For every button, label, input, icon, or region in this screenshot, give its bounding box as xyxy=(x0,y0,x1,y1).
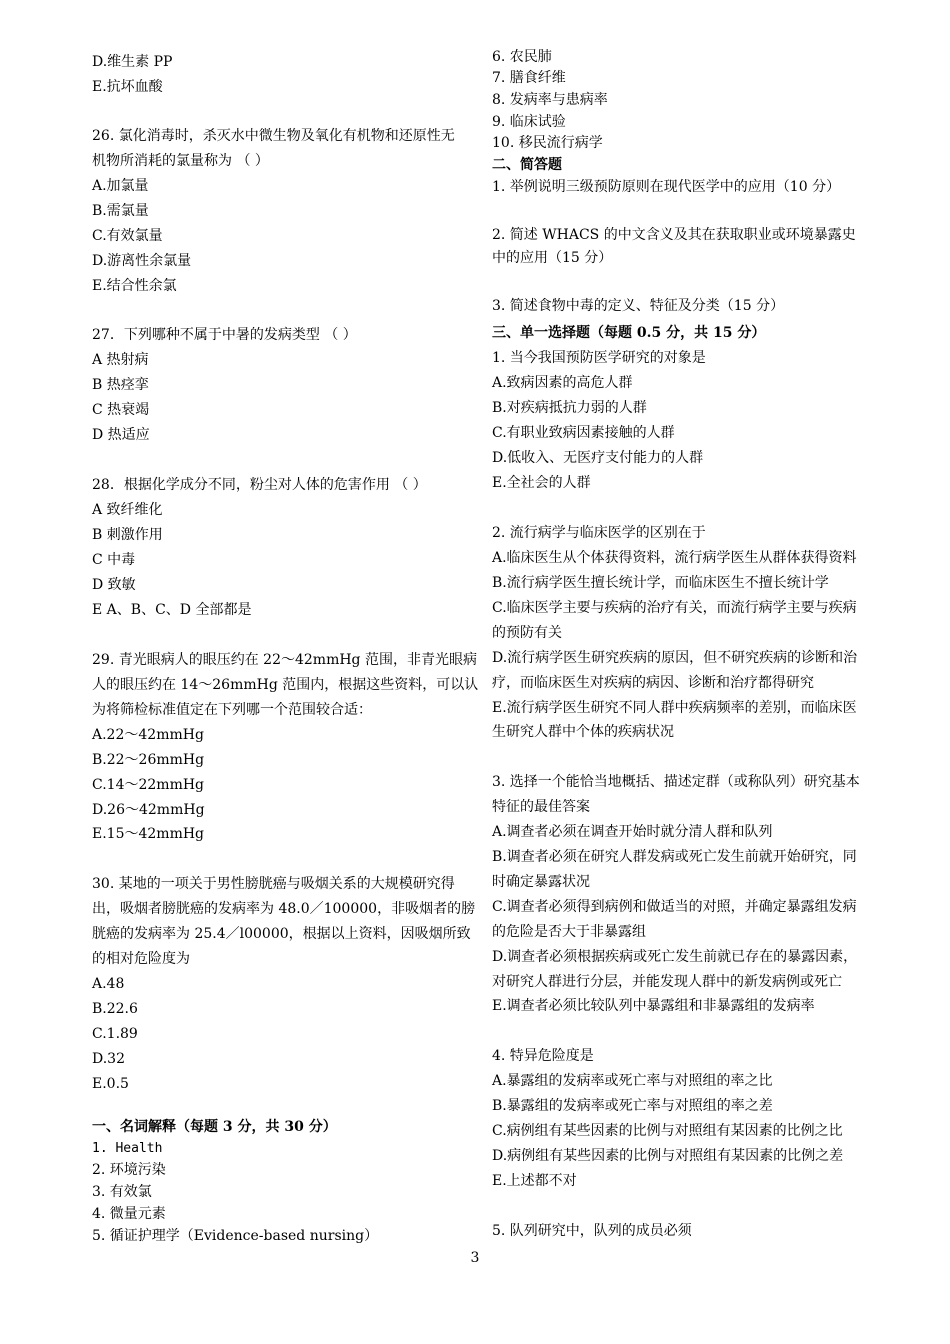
option-line-cont: 对研究人群进行分层，并能发现人群中的新发病例或死亡 xyxy=(492,974,842,990)
option-line: A.暴露组的发病率或死亡率与对照组的率之比 xyxy=(492,1073,773,1089)
option-line: C.14～22mmHg xyxy=(92,777,205,793)
option-line: C.病例组有某些因素的比例与对照组有某因素的比例之比 xyxy=(492,1123,843,1139)
option-line-cont: 疗，而临床医生对疾病的病因、诊断和治疗都得研究 xyxy=(492,675,814,691)
question-2: 2. 流行病学与临床医学的区别在于 xyxy=(492,525,706,541)
option-line: D.调查者必须根据疾病或死亡发生前就已存在的暴露因素， xyxy=(492,949,858,965)
option-line: E.0.5 xyxy=(92,1076,129,1092)
term-item: 6. 农民肺 xyxy=(492,49,552,65)
option-line: B.22.6 xyxy=(92,1001,138,1017)
question-26: 26. 氯化消毒时，杀灭水中微生物及氧化有机物和还原性无 xyxy=(92,128,455,144)
option-line: D.32 xyxy=(92,1051,125,1067)
option-line-cont: 生研究人群中个体的疾病状况 xyxy=(492,724,674,740)
question-30: 30. 某地的一项关于男性膀胱癌与吸烟关系的大规模研究得 xyxy=(92,876,455,892)
term-item: 5. 循证护理学（Evidence-based nursing） xyxy=(92,1228,379,1244)
short-answer-question: 3. 简述食物中毒的定义、特征及分类（15 分） xyxy=(492,298,785,314)
term-item: 3. 有效氯 xyxy=(92,1184,152,1200)
option-line: B.调查者必须在研究人群发病或死亡发生前就开始研究，同 xyxy=(492,849,857,865)
short-answer-question-cont: 中的应用（15 分） xyxy=(492,250,613,266)
term-item: 10. 移民流行病学 xyxy=(492,135,603,151)
question-30-cont: 出，吸烟者膀胱癌的发病率为 48.0／100000，非吸烟者的膀 xyxy=(92,901,476,917)
option-line: A.调查者必须在调查开始时就分清人群和队列 xyxy=(492,824,773,840)
option-line-cont: 时确定暴露状况 xyxy=(492,874,590,890)
option-line-cont: 的预防有关 xyxy=(492,625,562,641)
option-line: D.维生素 PP xyxy=(92,54,173,70)
option-line: C.临床医学主要与疾病的治疗有关，而流行病学主要与疾病 xyxy=(492,600,857,616)
option-line: D.游离性余氯量 xyxy=(92,253,192,269)
question-29-cont: 为将筛检标准值定在下列哪一个范围较合适： xyxy=(92,702,372,718)
option-line: C.1.89 xyxy=(92,1026,138,1042)
question-3-cont: 特征的最佳答案 xyxy=(492,799,590,815)
option-line: B.流行病学医生擅长统计学，而临床医生不擅长统计学 xyxy=(492,575,829,591)
term-item: 9. 临床试验 xyxy=(492,114,566,130)
option-line: D.26～42mmHg xyxy=(92,802,205,818)
option-line: A.临床医生从个体获得资料，流行病学医生从群体获得资料 xyxy=(492,550,857,566)
option-line: A 致纤维化 xyxy=(92,502,163,518)
question-4: 4. 特异危险度是 xyxy=(492,1048,594,1064)
option-line: E.上述都不对 xyxy=(492,1173,577,1189)
option-line: D 致敏 xyxy=(92,577,136,593)
option-line: B.22～26mmHg xyxy=(92,752,205,768)
option-line: E.流行病学医生研究不同人群中疾病频率的差别，而临床医 xyxy=(492,700,857,716)
term-item: 4. 微量元素 xyxy=(92,1206,166,1222)
option-line: C.有职业致病因素接触的人群 xyxy=(492,425,675,441)
section-heading-single-choice: 三、单一选择题（每题 0.5 分，共 15 分） xyxy=(492,325,766,341)
option-line: C 中毒 xyxy=(92,552,136,568)
option-line: A.致病因素的高危人群 xyxy=(492,375,633,391)
section-heading-short-answer: 二、简答题 xyxy=(492,157,562,173)
option-line: B.需氯量 xyxy=(92,203,149,219)
option-line: B.对疾病抵抗力弱的人群 xyxy=(492,400,647,416)
short-answer-question: 2. 简述 WHACS 的中文含义及其在获取职业或环境暴露史 xyxy=(492,227,856,243)
option-line: A.加氯量 xyxy=(92,178,149,194)
term-item: 8. 发病率与患病率 xyxy=(492,92,608,108)
option-line: C.有效氯量 xyxy=(92,228,163,244)
question-26-cont: 机物所消耗的氯量称为 （ ） xyxy=(92,153,269,169)
section-heading-terms: 一、名词解释（每题 3 分，共 30 分） xyxy=(92,1119,337,1135)
option-line: D.流行病学医生研究疾病的原因，但不研究疾病的诊断和治 xyxy=(492,650,858,666)
option-line: E.调查者必须比较队列中暴露组和非暴露组的发病率 xyxy=(492,998,815,1014)
option-line: E A、B、C、D 全部都是 xyxy=(92,602,252,618)
question-28: 28．根据化学成分不同，粉尘对人体的危害作用 （ ） xyxy=(92,477,427,493)
question-30-cont: 的相对危险度为 xyxy=(92,951,190,967)
question-29: 29. 青光眼病人的眼压约在 22～42mmHg 范围，非青光眼病 xyxy=(92,652,477,668)
option-line: E.抗坏血酸 xyxy=(92,79,163,95)
question-3: 3. 选择一个能恰当地概括、描述定群（或称队列）研究基本 xyxy=(492,774,860,790)
option-line: D 热适应 xyxy=(92,427,150,443)
option-line: A.22～42mmHg xyxy=(92,727,204,743)
option-line: C.调查者必须得到病例和做适当的对照，并确定暴露组发病 xyxy=(492,899,857,915)
option-line: C 热衰竭 xyxy=(92,402,150,418)
option-line: A 热射病 xyxy=(92,352,149,368)
question-5: 5. 队列研究中，队列的成员必须 xyxy=(492,1223,692,1239)
option-line: B.暴露组的发病率或死亡率与对照组的率之差 xyxy=(492,1098,773,1114)
question-1: 1. 当今我国预防医学研究的对象是 xyxy=(492,350,706,366)
term-item: 1. Health xyxy=(92,1141,163,1156)
term-item: 2. 环境污染 xyxy=(92,1162,166,1178)
option-line: A.48 xyxy=(92,976,125,992)
option-line: B 刺激作用 xyxy=(92,527,163,543)
question-30-cont: 胱癌的发病率为 25.4／l00000，根据以上资料，因吸烟所致 xyxy=(92,926,471,942)
option-line: E.全社会的人群 xyxy=(492,475,591,491)
option-line: E.15～42mmHg xyxy=(92,826,205,842)
option-line: E.结合性余氯 xyxy=(92,278,177,294)
option-line-cont: 的危险是否大于非暴露组 xyxy=(492,924,646,940)
option-line: B 热痉挛 xyxy=(92,377,149,393)
term-item: 7. 膳食纤维 xyxy=(492,70,566,86)
option-line: D.病例组有某些因素的比例与对照组有某因素的比例之差 xyxy=(492,1148,844,1164)
option-line: D.低收入、无医疗支付能力的人群 xyxy=(492,450,704,466)
question-29-cont: 人的眼压约在 14～26mmHg 范围内，根据这些资料，可以认 xyxy=(92,677,479,693)
page-number: 3 xyxy=(470,1250,480,1266)
short-answer-question: 1. 举例说明三级预防原则在现代医学中的应用（10 分） xyxy=(492,179,841,195)
question-27: 27．下列哪种不属于中暑的发病类型 （ ） xyxy=(92,327,357,343)
